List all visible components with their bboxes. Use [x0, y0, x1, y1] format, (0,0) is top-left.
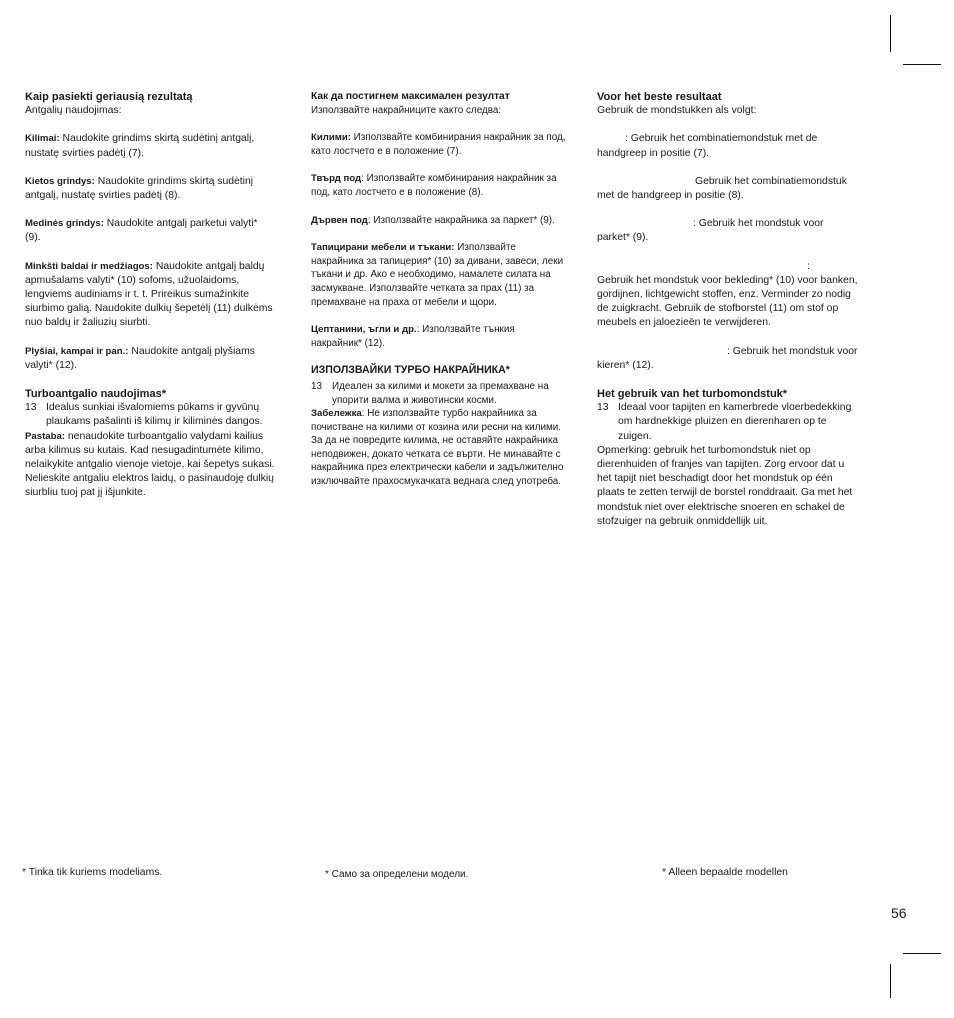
section-intro: Gebruik de mondstukken als volgt: — [597, 105, 757, 117]
column-dutch — [597, 90, 859, 529]
item-label: Твърд под — [311, 173, 362, 185]
turbo-heading: ИЗПОЛЗВАЙКИ ТУРБО НАКРАЙНИКА* — [311, 364, 510, 377]
item-text: Naudokite antgalį plyšiams valyti* (12). — [25, 345, 255, 371]
crop-mark-top-vertical — [890, 15, 891, 52]
list-number: 13 — [25, 402, 37, 414]
footnote-dutch: * Alleen bepaalde modellen — [662, 867, 788, 878]
turbo-heading: Turboantgalio naudojimas* — [25, 388, 166, 401]
turbo-list-item — [25, 401, 275, 429]
item-label: Цептанини, ъгли и др. — [311, 324, 417, 336]
usage-item-upholstery — [25, 260, 275, 331]
usage-item-crevices — [311, 323, 566, 350]
list-text: Ideaal voor tapijten en kamerbrede vloerbedekking om hardnekkige pluizen en dierenharen op te zuigen. — [618, 402, 852, 442]
usage-item-wood-floors — [25, 217, 275, 245]
section-intro: Antgalių naudojimas: — [25, 105, 122, 117]
item-label: Kilimai: — [25, 133, 60, 145]
item-text: : Използвайте тънкия накрайник* (12). — [311, 324, 515, 349]
crop-mark-bottom-vertical — [890, 964, 891, 998]
item-label: Plyšiai, kampai ir pan.: — [25, 345, 129, 357]
usage-item-hard-floors — [311, 172, 566, 199]
item-text: Naudokite grindims skirtą sudėtinį antgalį, nustatę svirties padėtį (7). — [25, 133, 255, 159]
section-heading: Kaip pasiekti geriausią rezultatą — [25, 91, 193, 103]
turbo-list-item — [597, 401, 859, 444]
footnote-bulgarian: * Само за определени модели. — [325, 869, 469, 880]
crop-mark-top-horizontal — [903, 64, 941, 65]
item-text: Naudokite antgalį parketui valyti* (9). — [25, 218, 258, 244]
note-text: : Не използвайте турбо накрайника за почистване на килими от козина или ресни на килими. За да не повредите килима, не оставяйте накрайника неподвижен, докато четката се върти. Не минавайте с накрайника през електрически кабели и задължително изключвайте прахосмукачката веднага след употреба. — [311, 408, 564, 488]
item-text: : Използвайте накрайника за паркет* (9). — [367, 214, 555, 226]
item-text: Използвайте накрайника за тапицерия* (10) за дивани, завеси, леки тъкани и др. Ако е необходимо, намалете силата на засмукване. Използвайте четката за прах (11) за премахване на праха от мебели и щори. — [311, 242, 564, 308]
usage-item-hard-floors — [25, 175, 275, 203]
item-text: Naudokite grindims skirtą sudėtinį antgalį, nustatę svirties padėtį (8). — [25, 175, 254, 202]
note-label: Забележка — [311, 408, 362, 420]
item-text-colon: : — [807, 260, 810, 272]
usage-item-wood-floors — [311, 214, 566, 228]
column-lithuanian — [25, 90, 275, 501]
note-label: Pastaba: — [25, 430, 65, 442]
turbo-heading: Het gebruik van het turbomondstuk* — [597, 388, 788, 401]
usage-item-upholstery — [597, 260, 859, 331]
item-text: Naudokite antgalį baldų apmušalams valyti* (10) sofoms, užuolaidoms, lengviems audiniams ir t. t. Prireikus sumažinkite siurbimo galią. Naudokite dulkių šepetėlį (11) dulkėms nuo baldų ir žaliuzių siurbti. — [25, 260, 273, 329]
usage-item-carpets — [311, 131, 566, 158]
item-text: : Използвайте комбинирания накрайник за под, като лостчето е в положение (8). — [311, 173, 557, 198]
item-label: Medinės grindys: — [25, 218, 104, 230]
column-bulgarian — [311, 90, 566, 489]
usage-item-upholstery — [311, 241, 566, 309]
item-label: Дървен под — [311, 214, 368, 226]
usage-item-crevices — [25, 345, 275, 373]
page-number: 56 — [891, 905, 907, 921]
item-label: Minkšti baldai ir medžiagos: — [25, 260, 153, 272]
usage-item-crevices: : Gebruik het mondstuk voor kieren* (12). — [597, 345, 858, 371]
section-heading: Voor het beste resultaat — [597, 91, 722, 103]
item-label: Тапицирани мебели и тъкани: — [311, 242, 455, 254]
turbo-note: Opmerking: gebruik het turbomondstuk niet op dierenhuiden of franjes van tapijten. Zorg ervoor dat u het tapijt niet beschadigt door het mondstuk op één plaats te zetten terwijl de borstel ronddraait. Ga met het mondstuk niet over elektrische snoeren en schakel de stofzuiger na gebruik onmiddellijk uit. — [597, 444, 853, 527]
usage-item-carpets — [25, 132, 275, 160]
turbo-note — [25, 430, 275, 501]
item-label: Килими: — [311, 132, 351, 144]
list-text: Idealus sunkiai išvalomiems pūkams ir gyvūnų plaukams pašalinti iš kilimų ir kiliminės dangos. — [46, 402, 263, 428]
footnote-lithuanian: * Tinka tik kuriems modeliams. — [22, 867, 163, 878]
list-number: 13 — [311, 380, 322, 392]
item-text: Използвайте комбинирания накрайник за под, като лостчето е в положение (7). — [311, 132, 566, 157]
section-intro: Използвайте накрайниците както следва: — [311, 104, 502, 116]
list-text: Идеален за килими и мокети за премахване на упорити валма и животински косми. — [332, 380, 549, 406]
section-heading: Как да постигнем максимален резултат — [311, 91, 510, 102]
usage-item-carpets: : Gebruik het combinatiemondstuk met de handgreep in positie (7). — [597, 133, 818, 159]
item-text: Gebruik het mondstuk voor bekleding* (10) voor banken, gordijnen, lichtgewicht stoffen, enz. Verminder zo nodig de zuigkracht. Gebruik de stofborstel (11) om stof op meubels en jaloezieën te verwijderen. — [597, 274, 858, 329]
turbo-list-item — [311, 380, 566, 407]
item-label: Kietos grindys: — [25, 175, 95, 187]
turbo-note — [311, 407, 566, 489]
usage-item-hard-floors: Gebruik het combinatiemondstuk met de handgreep in positie (8). — [597, 175, 847, 202]
list-number: 13 — [597, 402, 609, 414]
usage-item-wood-floors: : Gebruik het mondstuk voor parket* (9). — [597, 218, 824, 244]
crop-mark-bottom-horizontal — [903, 953, 941, 954]
note-text: nenaudokite turboantgalio valydami kailius arba kilimus su kutais. Kad nesugadintumėte kilimo, nelaikykite antgalio vienoje vietoje, kai šepetys sukasi. Nelieskite antgaliu elektros laidų, o pasinaudoję dulkių siurbliu tuoj pat jį išjunkite. — [25, 430, 275, 499]
